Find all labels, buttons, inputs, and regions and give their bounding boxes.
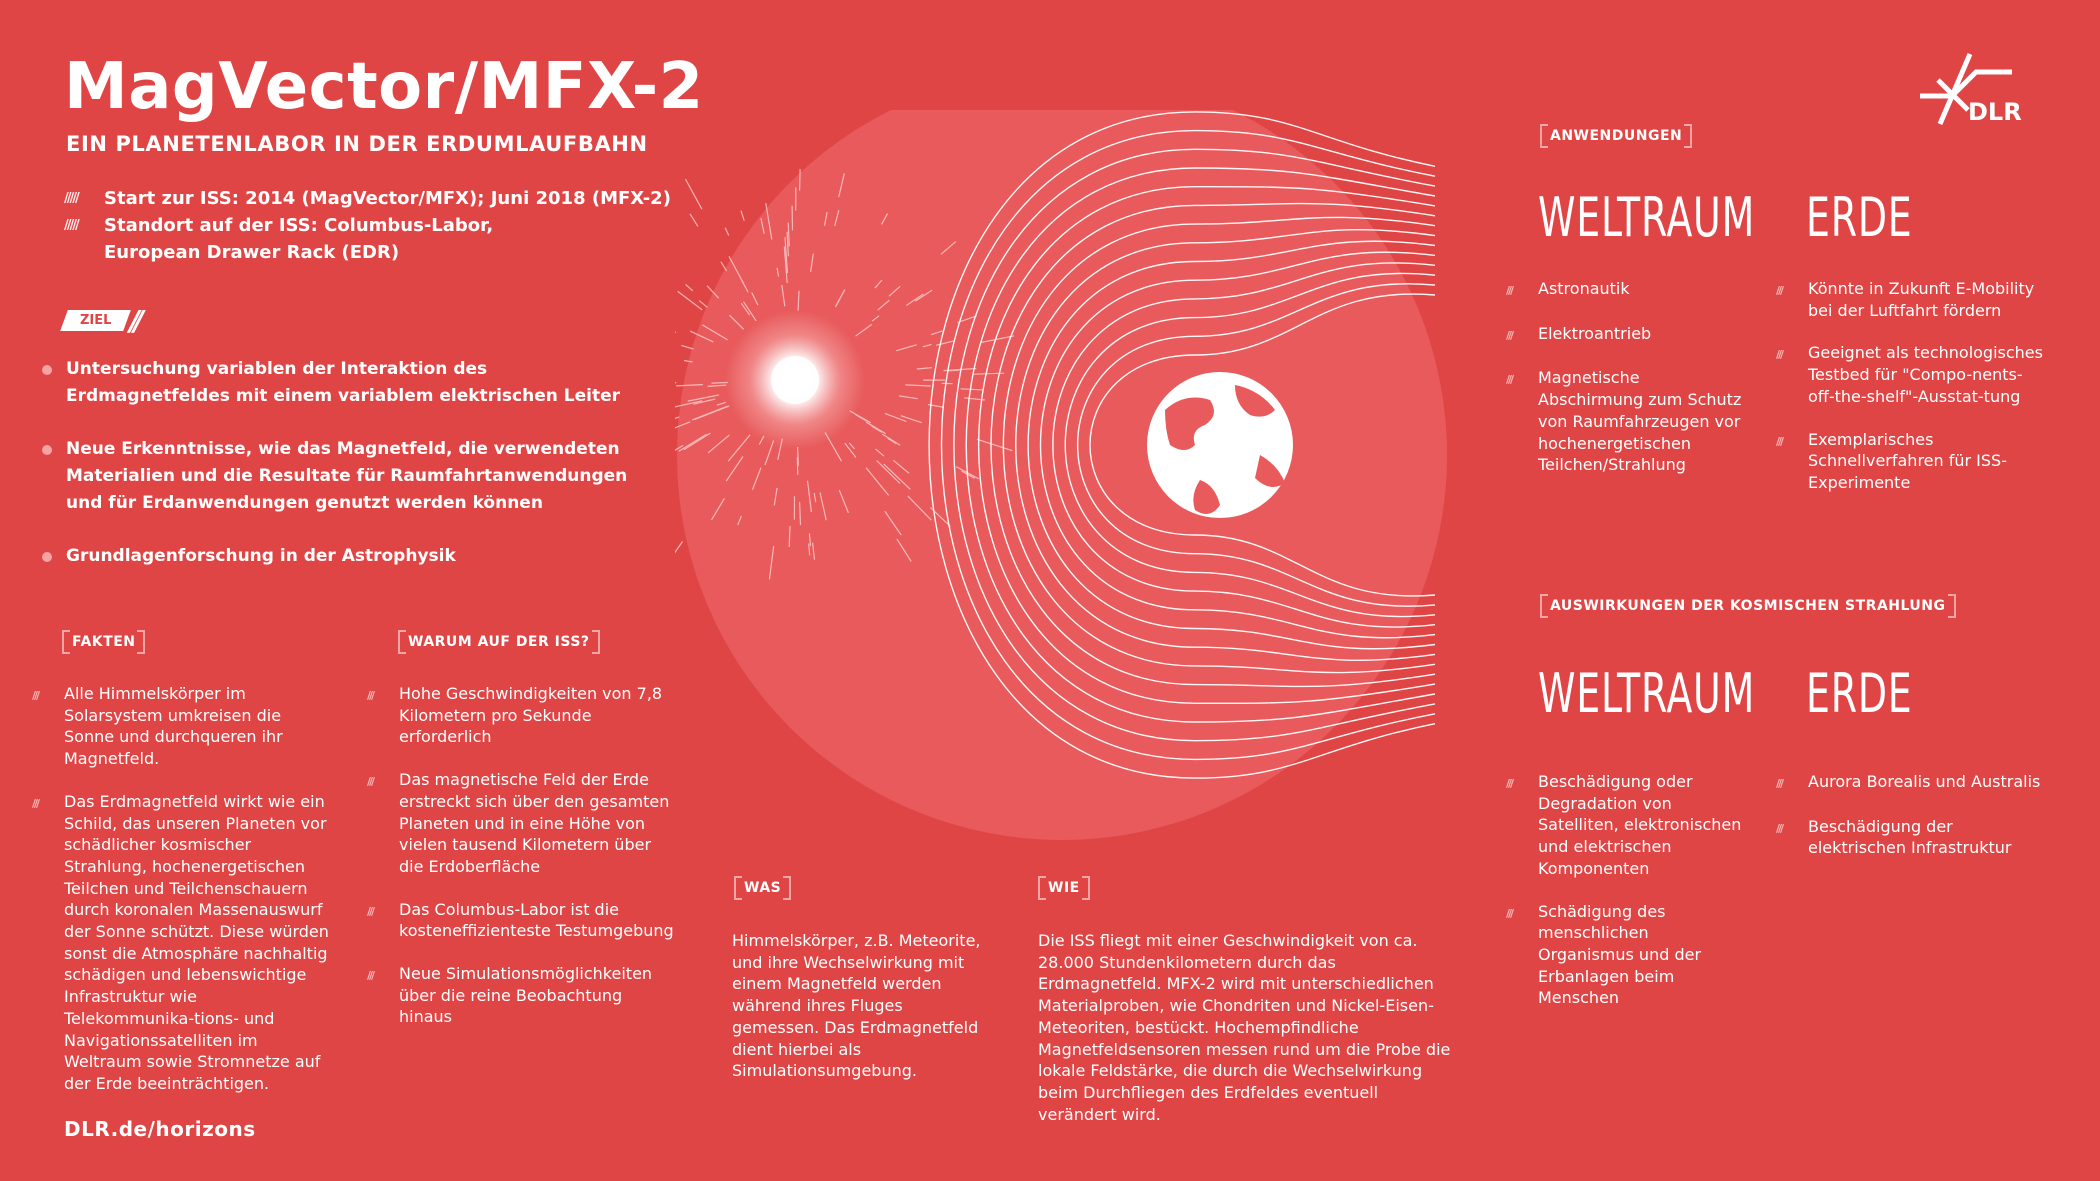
ray-mark — [690, 214, 698, 227]
ray-mark — [675, 542, 683, 569]
ray-mark — [800, 169, 801, 191]
list-item: /// Neue Simulationsmöglichkeiten über die reine Beobachtung hinaus — [367, 964, 653, 1027]
slash-icon: // — [129, 303, 138, 337]
goal-list — [40, 356, 640, 596]
ray-mark — [725, 228, 729, 236]
fakten-tag: FAKTEN — [62, 630, 145, 654]
earth-icon — [1147, 372, 1293, 518]
meta-location: Standort auf der ISS: Columbus-Labor, — [104, 215, 494, 236]
list-item: /// Exemplarisches Schnellverfahren für ISS-Experimente — [1776, 429, 2007, 492]
goal-item: Neue Erkenntnisse, wie das Magnetfeld, die verwendeten Materialien und die Resultate für Raumfahrtanwendungen und für Erdanwendungen genutzt werden können — [40, 436, 640, 517]
list-item: /// Aurora Borealis und Australis — [1776, 772, 2041, 791]
bullet-icon — [42, 445, 52, 455]
list-item: /// Beschädigung der elektrischen Infrastruktur — [1776, 816, 2012, 858]
ray-mark — [741, 211, 744, 221]
anwendungen-erde-list — [1776, 278, 2046, 515]
list-item: /// Das Erdmagnetfeld wirkt wie ein Schild, das unseren Planeten vor schädlicher kosmischer Strahlung, hochenergetischen Teilchen und Teilchenschauern durch koronalen Massenauswurf der Sonne schützt. Diese würden sonst die Atmosphäre nachhaltig schädigen und lebenswichtige Infrastruktur wie Telekommunika-tions- und Navigationssatelliten im Weltraum sowie Stromnetze auf der Erde beeinträchtigen. — [32, 791, 329, 1093]
ray-mark — [699, 301, 707, 308]
meta-start: Start zur ISS: 2014 (MagVector/MFX); Juni 2018 (MFX-2) — [104, 188, 671, 209]
ray-mark — [681, 345, 693, 349]
fakten-list — [32, 683, 332, 1116]
ray-mark — [947, 370, 960, 371]
mission-meta — [64, 185, 671, 266]
goal-item: Untersuchung variablen der Interaktion des Erdmagnetfeldes mit einem variablem elektrischen Leiter — [40, 356, 640, 410]
page-title: MagVector/MFX-2 — [64, 50, 704, 124]
auswirkungen-erde-heading: ERDE — [1806, 662, 1913, 725]
dlr-logo-text: DLR — [1968, 98, 2022, 126]
anwendungen-erde-heading: ERDE — [1806, 186, 1913, 249]
ziel-label: ZIEL — [80, 312, 112, 328]
anwendungen-weltraum-list — [1506, 278, 1746, 497]
goal-item: Grundlagenforschung in der Astrophysik — [40, 543, 640, 570]
list-item: /// Alle Himmelskörper im Solarsystem umkreisen die Sonne und durchqueren ihr Magnetfeld. — [32, 684, 283, 769]
list-item: /// Geeignet als technologisches Testbed für "Compo-nents-off-the-shelf"-Ausstat-tung — [1776, 343, 2043, 406]
list-item: /// Schädigung des menschlichen Organismus und der Erbanlagen beim Menschen — [1506, 901, 1702, 1008]
auswirkungen-weltraum-heading: WELTRAUM — [1538, 662, 1756, 725]
list-item: /// Astronautik — [1506, 279, 1630, 298]
ray-mark — [675, 328, 676, 333]
list-item: /// Das Columbus-Labor ist die kosteneffizienteste Testumgebung — [367, 899, 674, 941]
ray-mark — [686, 179, 702, 209]
was-tag: WAS — [734, 876, 791, 900]
list-item: /// Elektroantrieb — [1506, 323, 1652, 343]
meta-location-2: European Drawer Rack (EDR) — [104, 242, 400, 263]
anwendungen-tag: ANWENDUNGEN — [1540, 124, 1692, 148]
warum-tag: WARUM AUF DER ISS? — [398, 630, 600, 654]
auswirkungen-tag: AUSWIRKUNGEN DER KOSMISCHEN STRAHLUNG — [1540, 594, 1956, 618]
magnetosphere-illustration — [675, 110, 1455, 870]
auswirkungen-erde-list — [1776, 771, 2046, 880]
ray-mark — [686, 285, 693, 291]
page-subtitle: EIN PLANETENLABOR IN DER ERDUMLAUFBAHN — [66, 132, 648, 156]
wie-text: Die ISS fliegt mit einer Geschwindigkeit von ca. 28.000 Stundenkilometern durch das Erdmagnetfeld. MFX-2 wird mit unterschiedlichen Materialproben, wie Chondriten und Nickel-Eisen-Meteoriten, bestückt. Hochempfindliche Magnetfeldsensoren messen rund um die Probe die lokale Feldstärke, die durch die Wechselwirkung beim Durchfliegen des Erdfeldes eventuell verändert wird. — [1038, 931, 1451, 1124]
anwendungen-weltraum-heading: WELTRAUM — [1538, 186, 1756, 249]
warum-list — [367, 683, 677, 1049]
ray-mark — [721, 262, 727, 271]
auswirkungen-weltraum-list — [1506, 771, 1746, 1030]
footer-url[interactable]: DLR.de/horizons — [64, 1117, 256, 1141]
ray-mark — [797, 457, 798, 475]
ray-mark — [678, 291, 703, 310]
list-item: /// Könnte in Zukunft E-Mobility bei der Luftfahrt fördern — [1776, 279, 2035, 320]
wie-tag: WIE — [1038, 876, 1090, 900]
ray-mark — [789, 526, 790, 547]
slash-icon: ///// — [64, 218, 78, 233]
list-item: /// Magnetische Abschirmung zum Schutz von Raumfahrzeugen vor hochenergetischen Teilchen/Strahlung — [1506, 368, 1742, 475]
was-text: Himmelskörper, z.B. Meteorite, und ihre Wechselwirkung mit einem Magnetfeld werden während ihres Fluges gemessen. Das Erdmagnetfeld dient hierbei als Simulationsumgebung. — [732, 931, 981, 1081]
bullet-icon — [42, 552, 52, 562]
slash-icon: ///// — [64, 191, 78, 206]
ziel-tag — [64, 303, 138, 337]
list-item: /// Das magnetische Feld der Erde erstreckt sich über den gesamten Planeten und in eine Höhe von vielen tausend Kilometern über die Erdoberfläche — [367, 770, 670, 876]
bullet-icon — [42, 365, 52, 375]
list-item: /// Beschädigung oder Degradation von Satelliten, elektronischen und elektrischen Komponenten — [1506, 772, 1742, 878]
list-item: /// Hohe Geschwindigkeiten von 7,8 Kilometern pro Sekunde erforderlich — [367, 684, 663, 747]
